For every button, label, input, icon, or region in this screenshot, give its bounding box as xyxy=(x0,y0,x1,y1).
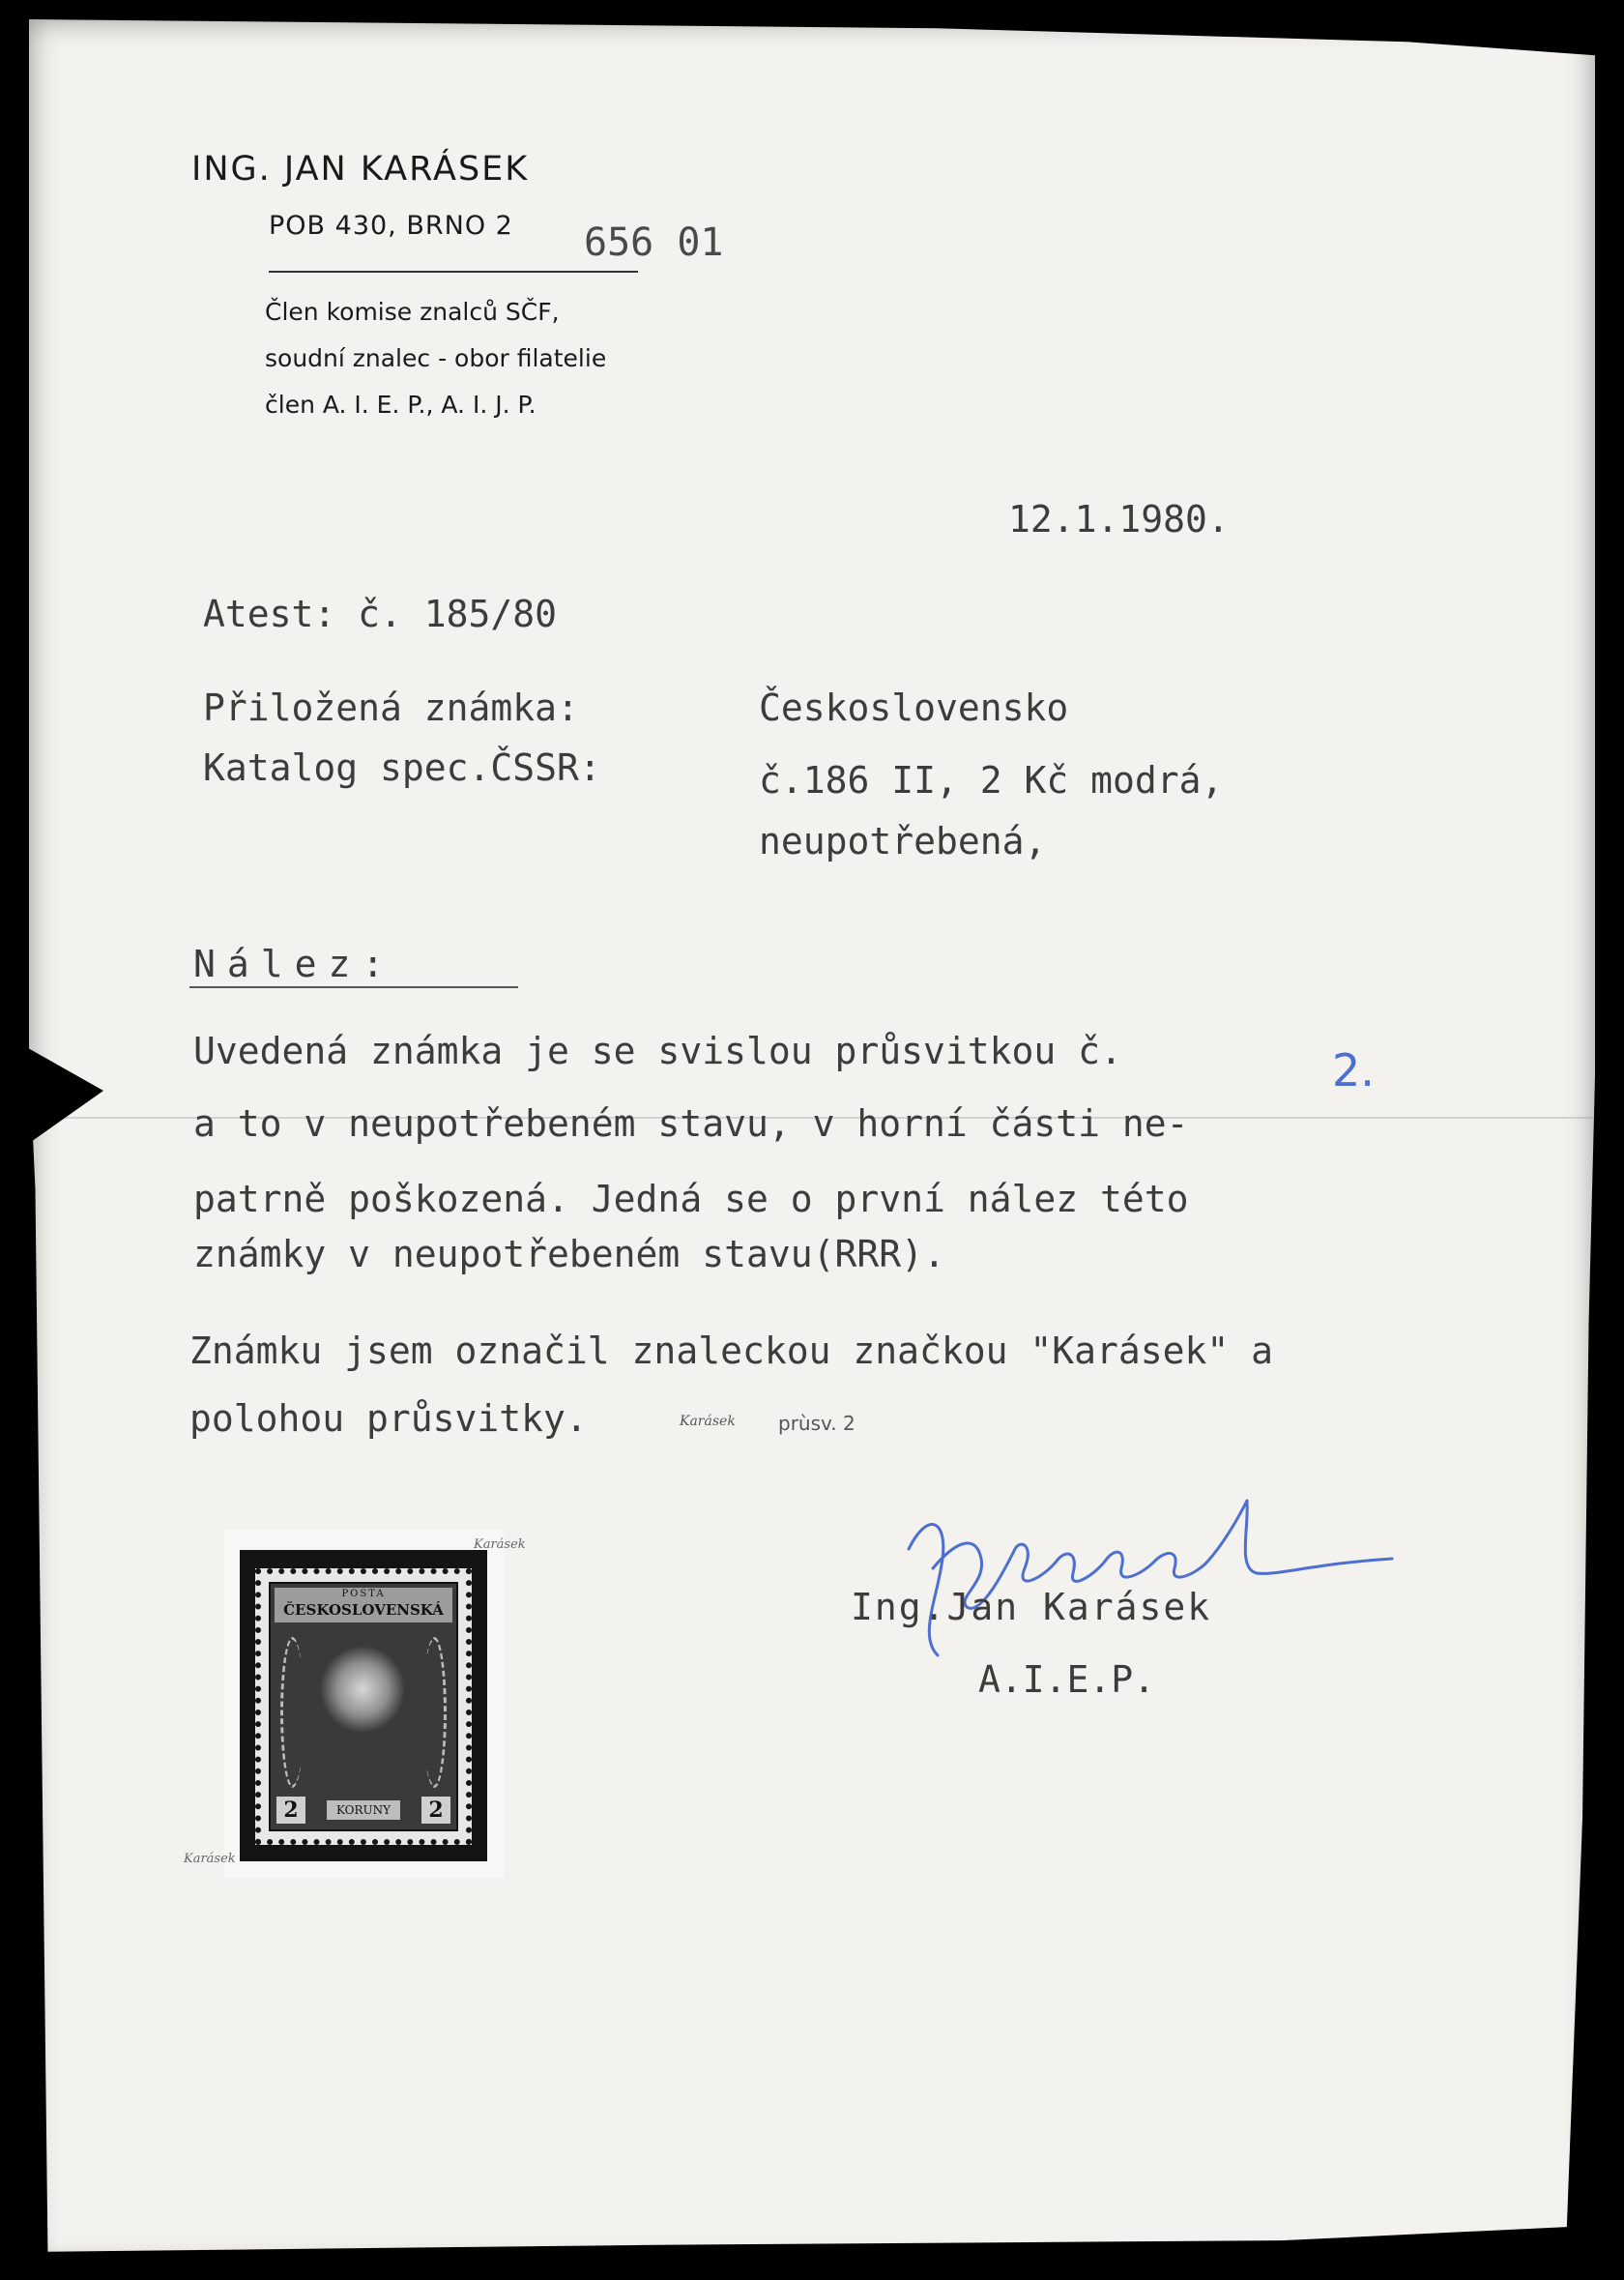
credential-line: člen A. I. E. P., A. I. J. P. xyxy=(265,391,536,419)
attached-stamp-value: Československo xyxy=(759,687,1069,729)
stamp-value-left: 2 xyxy=(276,1797,305,1824)
stamp-wreath-right xyxy=(422,1637,447,1788)
paper-tear-notch xyxy=(21,1044,103,1149)
finding-line: známky v neupotřebeném stavu(RRR). xyxy=(193,1233,945,1275)
closing-line: polohou průsvitky. xyxy=(189,1397,588,1440)
catalog-value: č.186 II, 2 Kč modrá, xyxy=(759,759,1224,802)
letterhead-name: ING. JAN KARÁSEK xyxy=(191,150,530,189)
stamp-image xyxy=(255,1568,472,1845)
finding-heading: Nález: xyxy=(193,943,396,985)
catalog-value-continued: neupotřebená, xyxy=(759,820,1047,862)
finding-line: patrně poškozená. Jedná se o první nález této xyxy=(193,1178,1189,1220)
stamp-portrait xyxy=(309,1634,416,1779)
catalog-label: Katalog spec.ČSSR: xyxy=(203,746,601,789)
expert-mark-top: Karásek xyxy=(474,1537,526,1552)
finding-heading-underline xyxy=(189,986,518,988)
finding-line: Uvedená známka je se svislou průsvitkou č. xyxy=(193,1030,1122,1072)
letterhead-divider xyxy=(269,271,638,273)
letterhead-address: POB 430, BRNO 2 xyxy=(269,211,513,241)
postal-code: 656 01 xyxy=(584,220,724,265)
finding-line: a to v neupotřebeném stavu, v horní části ne- xyxy=(193,1102,1189,1145)
stamp-header-country: ČESKOSLOVENSKÁ xyxy=(283,1601,444,1619)
credential-line: Člen komise znalců SČF, xyxy=(265,298,560,326)
signatory-name: Ing.Jan Karásek xyxy=(851,1586,1212,1628)
stamp-header xyxy=(275,1588,452,1622)
certificate-number: Atest: č. 185/80 xyxy=(203,593,558,635)
signatory-organization: A.I.E.P. xyxy=(978,1658,1156,1701)
credential-line: soudní znalec - obor filatelie xyxy=(265,344,607,372)
expert-mark-bottom: Karásek xyxy=(184,1852,236,1866)
stamp-design xyxy=(269,1582,458,1831)
watermark-position-note: prùsv. 2 xyxy=(778,1412,856,1435)
attached-stamp-label: Přiložená známka: xyxy=(203,687,579,729)
closing-line: Známku jsem označil znaleckou značkou "Karásek" a xyxy=(189,1330,1274,1372)
stamp-currency: KORUNY xyxy=(327,1800,400,1820)
stamp-value-right: 2 xyxy=(421,1797,450,1824)
expert-mark-sample: Karásek xyxy=(680,1414,736,1429)
stamp-header-posta: POSTA xyxy=(341,1589,386,1599)
stamp-wreath-left xyxy=(280,1637,304,1788)
certificate-date: 12.1.1980. xyxy=(1008,498,1230,541)
handwritten-watermark-number: 2. xyxy=(1332,1044,1375,1096)
handwritten-signature xyxy=(889,1481,1411,1665)
